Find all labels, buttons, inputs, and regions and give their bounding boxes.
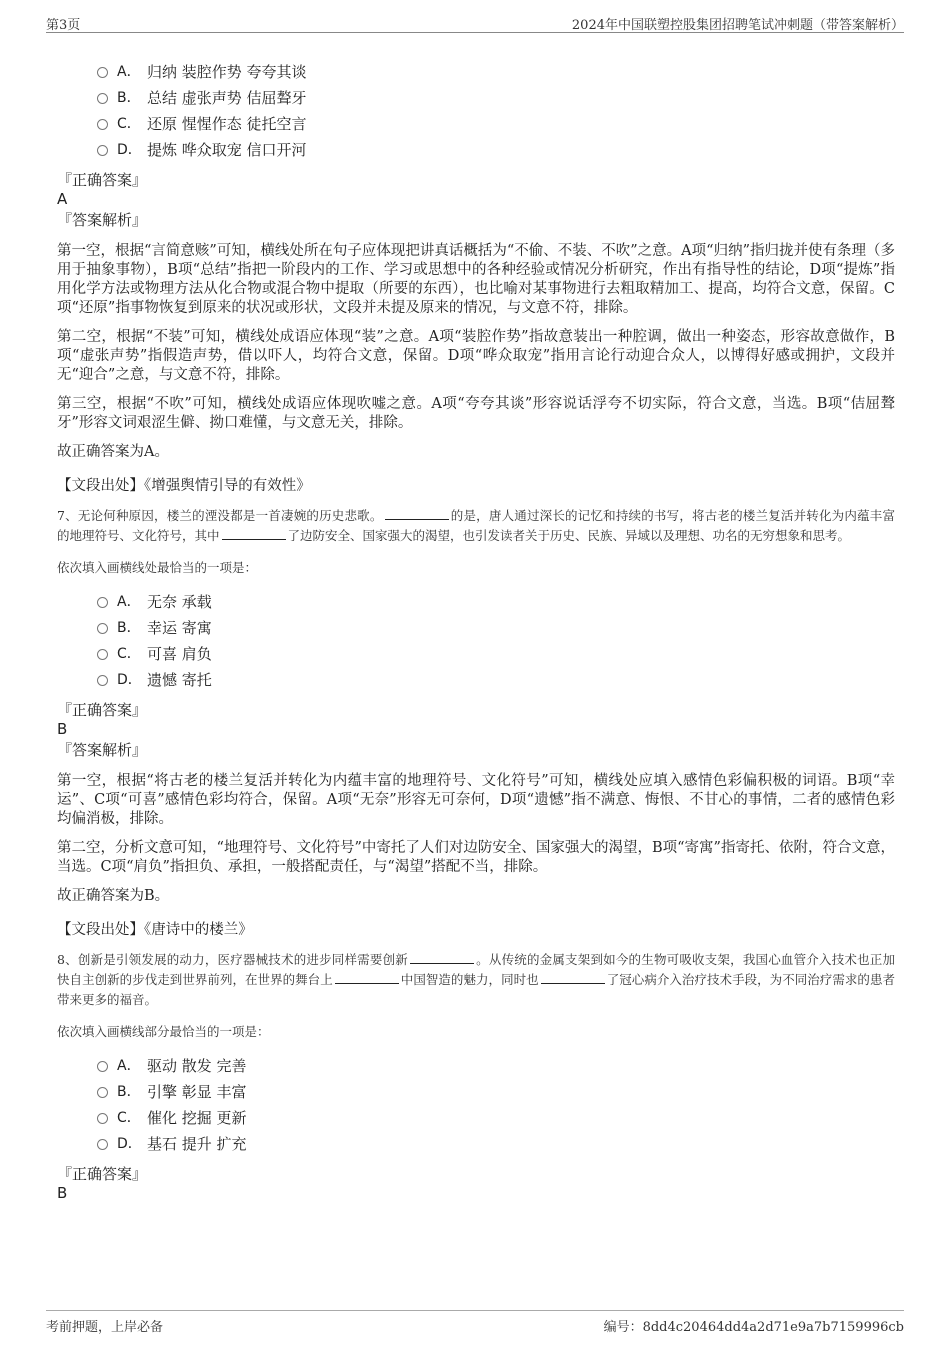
q6-option-a[interactable]: A． 归纳 装腔作势 夸夸其谈	[97, 58, 895, 84]
q8-stem: 8、创新是引领发展的动力，医疗器械技术的进步同样需要创新 。从传统的金属支架到如今的生物可吸收支架，我国心血管介入技术也正加快自主创新的步伐走到世界前列，在世界的舞台上 中国智造的魅力，同时也 了冠心病介入治疗技术手段，为不同治疗需求的患者带来更多的福音。	[57, 952, 895, 1007]
radio-icon[interactable]	[97, 675, 108, 686]
q7-analysis-paragraph: 第二空，分析文意可知，“地理符号、文化符号”中寄托了人们对边防安全、国家强大的渴望，B项“寄寓”指寄托、依附，符合文意，当选。C项“肩负”指担负、承担，一般搭配责任，与“渴望”搭配不当，排除。	[57, 840, 895, 875]
q8-prompt: 依次填入画横线部分最恰当的一项是：	[57, 1024, 270, 1039]
page-header	[46, 10, 904, 33]
blank-line	[410, 951, 474, 964]
q7-analysis-label: 『答案解析』	[57, 741, 148, 759]
radio-icon[interactable]	[97, 1139, 108, 1150]
q6-analysis-paragraph: 第一空，根据“言简意赅”可知，横线处所在句子应体现把讲真话概括为“不偷、不装、不吹”之意。A项“归纳”指归拢并使有条理（多用于抽象事物），B项“总结”指把一阶段内的工作、学习或思想中的各种经验或情况分析研究，作出有指导性的结论，D项“提炼”指用化学方法或物理方法从化合物或混合物中提取（所要的东西），也比喻对某事物进行去粗取精加工、提高，均符合文意，保留。C项“还原”指事物恢复到原来的状况或形状，文段并未提及原来的情况，与文意不符，排除。	[57, 243, 895, 316]
q8-option-b[interactable]: B． 引擎 彰显 丰富	[97, 1078, 895, 1104]
radio-icon[interactable]	[97, 623, 108, 634]
blank-line	[541, 971, 605, 984]
q8-options	[97, 1052, 895, 1156]
q7-source: 【文段出处】《唐诗中的楼兰》	[57, 922, 253, 938]
radio-icon[interactable]	[97, 67, 108, 78]
q6-option-c[interactable]: C． 还原 惺惺作态 徒托空言	[97, 110, 895, 136]
page-footer	[46, 1310, 904, 1335]
q7-conclusion: 故正确答案为B。	[57, 888, 170, 904]
q6-conclusion: 故正确答案为A。	[57, 444, 169, 460]
q6-analysis-label: 『答案解析』	[57, 211, 148, 229]
page-content	[57, 58, 895, 1202]
blank-line	[222, 527, 286, 540]
q7-stem: 7、无论何种原因，楼兰的湮没都是一首凄婉的历史悲歌。 的是，唐人通过深长的记忆和持续的书写，将古老的楼兰复活并转化为内蕴丰富的地理符号、文化符号，其中 了边防安全、国家强大的渴望，也引发读者关于历史、民族、异域以及理想、功名的无穷想象和思考。	[57, 508, 895, 543]
radio-icon[interactable]	[97, 1061, 108, 1072]
radio-icon[interactable]	[97, 1113, 108, 1124]
q8-option-c[interactable]: C． 催化 挖掘 更新	[97, 1104, 895, 1130]
q8-option-d[interactable]: D． 基石 提升 扩充	[97, 1130, 895, 1156]
q7-option-b[interactable]: B． 幸运 寄寓	[97, 614, 895, 640]
q8-correct-answer: B	[57, 1184, 68, 1202]
radio-icon[interactable]	[97, 119, 108, 130]
q6-analysis-paragraph: 第二空，根据“不装”可知，横线处成语应体现“装”之意。A项“装腔作势”指故意装出一种腔调，做出一种姿态，形容故意做作，B项“虚张声势”指假造声势，借以吓人，均符合文意，保留。D项“哗众取宠”指用言论行动迎合众人，以博得好感或拥护，文段并无“迎合”之意，与文意不符，排除。	[57, 329, 895, 383]
q8-option-a[interactable]: A． 驱动 散发 完善	[97, 1052, 895, 1078]
q8-correct-label: 『正确答案』	[57, 1165, 148, 1183]
q6-source: 【文段出处】《增强舆情引导的有效性》	[57, 478, 311, 494]
q6-option-d[interactable]: D． 提炼 哗众取宠 信口开河	[97, 136, 895, 162]
document-title: 2024年中国联塑控股集团招聘笔试冲刺题（带答案解析）	[571, 18, 904, 33]
radio-icon[interactable]	[97, 1087, 108, 1098]
blank-line	[385, 507, 449, 520]
q7-correct-answer: B	[57, 720, 68, 738]
radio-icon[interactable]	[97, 649, 108, 660]
q6-analysis-paragraph: 第三空，根据“不吹”可知，横线处成语应体现吹嘘之意。A项“夸夸其谈”形容说话浮夸不切实际，符合文意，当选。B项“佶屈聱牙”形容文词艰涩生僻、拗口难懂，与文意无关，排除。	[57, 396, 895, 431]
footer-slogan: 考前押题，上岸必备	[46, 1320, 164, 1335]
q6-correct-label: 『正确答案』	[57, 171, 148, 189]
radio-icon[interactable]	[97, 93, 108, 104]
q7-prompt: 依次填入画横线处最恰当的一项是：	[57, 560, 258, 575]
radio-icon[interactable]	[97, 145, 108, 156]
q7-option-a[interactable]: A． 无奈 承载	[97, 588, 895, 614]
page-number: 第3页	[46, 18, 81, 33]
q7-option-d[interactable]: D． 遗憾 寄托	[97, 666, 895, 692]
q7-correct-label: 『正确答案』	[57, 701, 148, 719]
q7-analysis-paragraph: 第一空，根据“将古老的楼兰复活并转化为内蕴丰富的地理符号、文化符号”可知，横线处应填入感情色彩偏积极的词语。B项“幸运”、C项“可喜”感情色彩均符合，保留。A项“无奈”形容无可奈何，D项“遗憾”指不满意、悔恨、不甘心的事情，二者的感情色彩均偏消极，排除。	[57, 773, 895, 827]
radio-icon[interactable]	[97, 597, 108, 608]
q6-correct-answer: A	[57, 190, 68, 208]
q7-options	[97, 588, 895, 692]
q6-option-b[interactable]: B． 总结 虚张声势 佶屈聱牙	[97, 84, 895, 110]
q7-option-c[interactable]: C． 可喜 肩负	[97, 640, 895, 666]
q6-options	[97, 58, 895, 162]
blank-line	[335, 971, 399, 984]
document-code: 编号：8dd4c20464dd4a2d71e9a7b7159996cb	[603, 1320, 904, 1335]
